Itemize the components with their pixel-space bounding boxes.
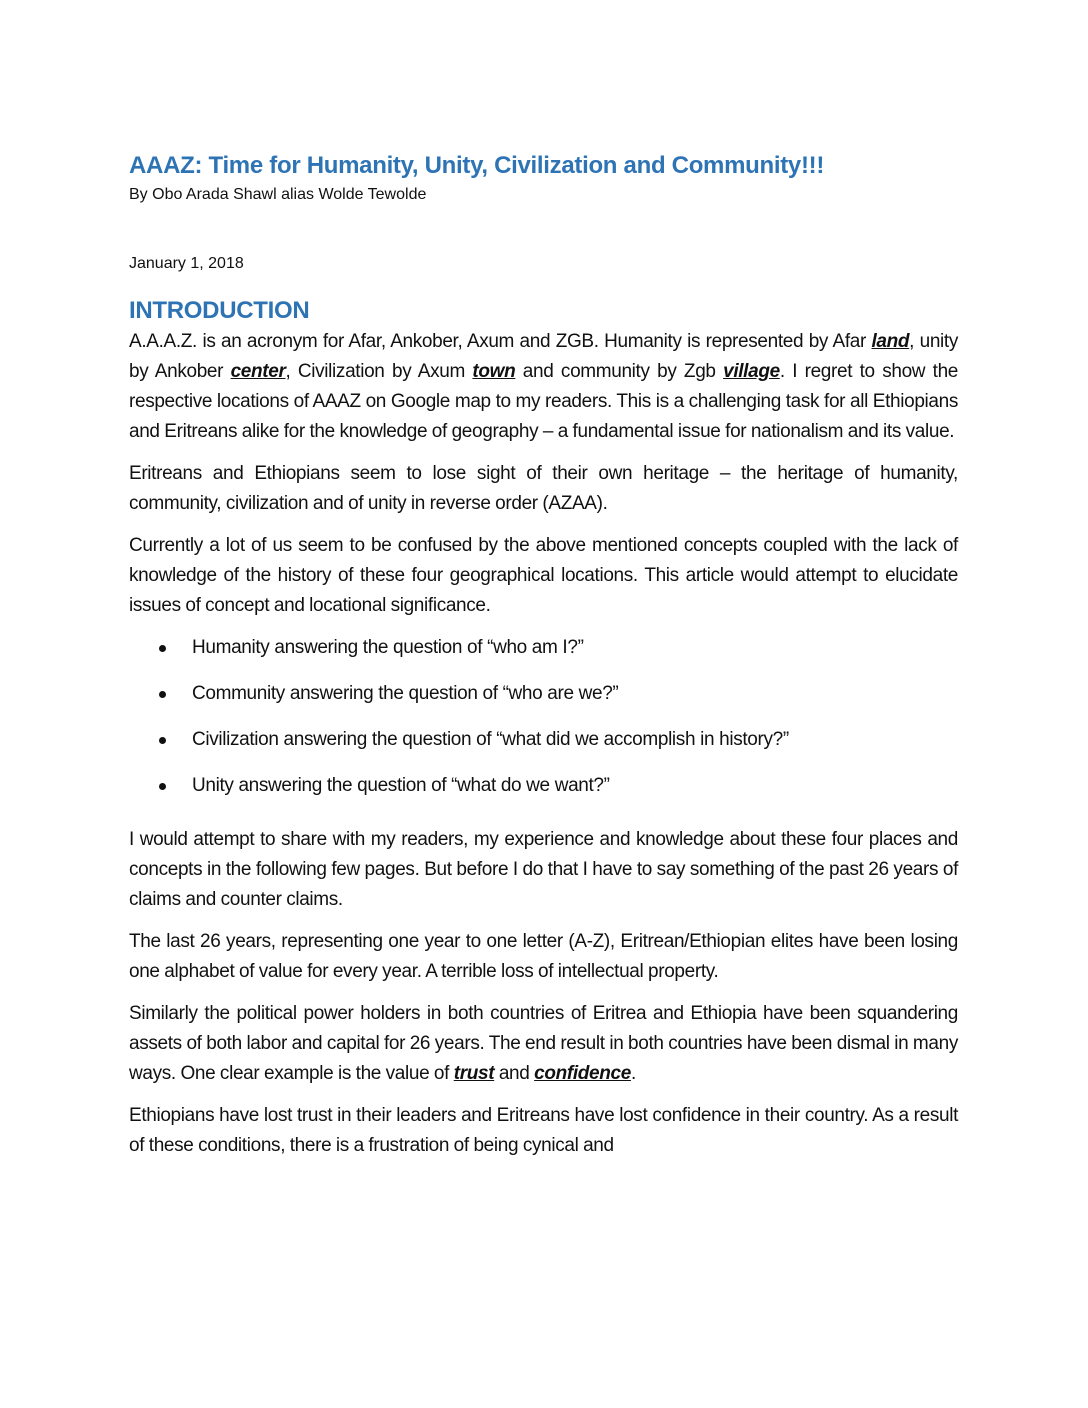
bullet-text: Civilization answering the question of “what did we accomplish in history?” bbox=[192, 729, 789, 750]
bullet-text: Unity answering the question of “what do we want?” bbox=[192, 775, 610, 796]
paragraph-text: , Civilization by Axum bbox=[285, 361, 473, 382]
keyword-confidence: confidence bbox=[534, 1063, 631, 1084]
bullet-item-community bbox=[129, 679, 958, 725]
paragraph-text: Similarly the political power holders in both countries of Eritrea and Ethiopia have been squandering assets of both labor and capital for 26 years. The end result in both countries have been dismal in many ways. One clear example is the value of bbox=[129, 1003, 958, 1084]
publication-date: January 1, 2018 bbox=[129, 255, 244, 272]
paragraph-text: A.A.A.Z. is an acronym for Afar, Ankober, Axum and ZGB. Humanity is represented by Afar bbox=[129, 331, 872, 352]
keyword-center: center bbox=[230, 361, 286, 382]
concept-bullet-list bbox=[129, 633, 958, 817]
bullet-item-civilization bbox=[129, 725, 958, 771]
keyword-town: town bbox=[472, 361, 516, 382]
paragraph-acronym bbox=[129, 327, 958, 447]
paragraph-text: . bbox=[630, 1063, 636, 1084]
author-byline: By Obo Arada Shawl alias Wolde Tewolde bbox=[129, 186, 427, 203]
bullet-icon bbox=[159, 737, 166, 744]
paragraph-heritage: Eritreans and Ethiopians seem to lose sight of their own heritage – the heritage of humanity, community, civilization and of unity in reverse order (AZAA). bbox=[129, 463, 958, 514]
keyword-trust: trust bbox=[453, 1063, 495, 1084]
bullet-icon bbox=[159, 783, 166, 790]
bullet-item-humanity bbox=[129, 633, 958, 679]
bullet-icon bbox=[159, 645, 166, 652]
paragraph-text: , unity by Ankober bbox=[129, 331, 958, 382]
bullet-text: Humanity answering the question of “who am I?” bbox=[192, 637, 584, 658]
paragraph-confusion: Currently a lot of us seem to be confused by the above mentioned concepts coupled with the lack of knowledge of the history of these four geographical locations. This article would attempt to elucidate issues of concept and locational significance. bbox=[129, 535, 958, 616]
bullet-item-unity bbox=[129, 771, 958, 817]
paragraph-text: and bbox=[494, 1063, 535, 1084]
paragraph-power-holders bbox=[129, 999, 958, 1089]
document-content bbox=[129, 150, 958, 1173]
bullet-text: Community answering the question of “who are we?” bbox=[192, 683, 619, 704]
paragraph-text: and community by Zgb bbox=[515, 361, 724, 382]
document-title: AAAZ: Time for Humanity, Unity, Civilization and Community!!! bbox=[129, 152, 825, 179]
section-heading-introduction: INTRODUCTION bbox=[129, 297, 310, 324]
bullet-icon bbox=[159, 691, 166, 698]
keyword-land: land bbox=[871, 331, 910, 352]
keyword-village: village bbox=[723, 361, 780, 382]
paragraph-text: . I regret to show the respective locations of AAAZ on Google map to my readers. This is a challenging task for all Ethiopians and Eritreans alike for the knowledge of geography – a fundamental issue for nationalism and its value. bbox=[129, 361, 959, 442]
paragraph-last-26-years: The last 26 years, representing one year to one letter (A-Z), Eritrean/Ethiopian elites have been losing one alphabet of value for every year. A terrible loss of intellectual property. bbox=[129, 931, 958, 982]
paragraph-lost-trust: Ethiopians have lost trust in their leaders and Eritreans have lost confidence in their country. As a result of these conditions, there is a frustration of being cynical and bbox=[129, 1105, 958, 1156]
paragraph-share-experience: I would attempt to share with my readers, my experience and knowledge about these four places and concepts in the following few pages. But before I do that I have to say something of the past 26 years of claims and counter claims. bbox=[129, 829, 958, 910]
